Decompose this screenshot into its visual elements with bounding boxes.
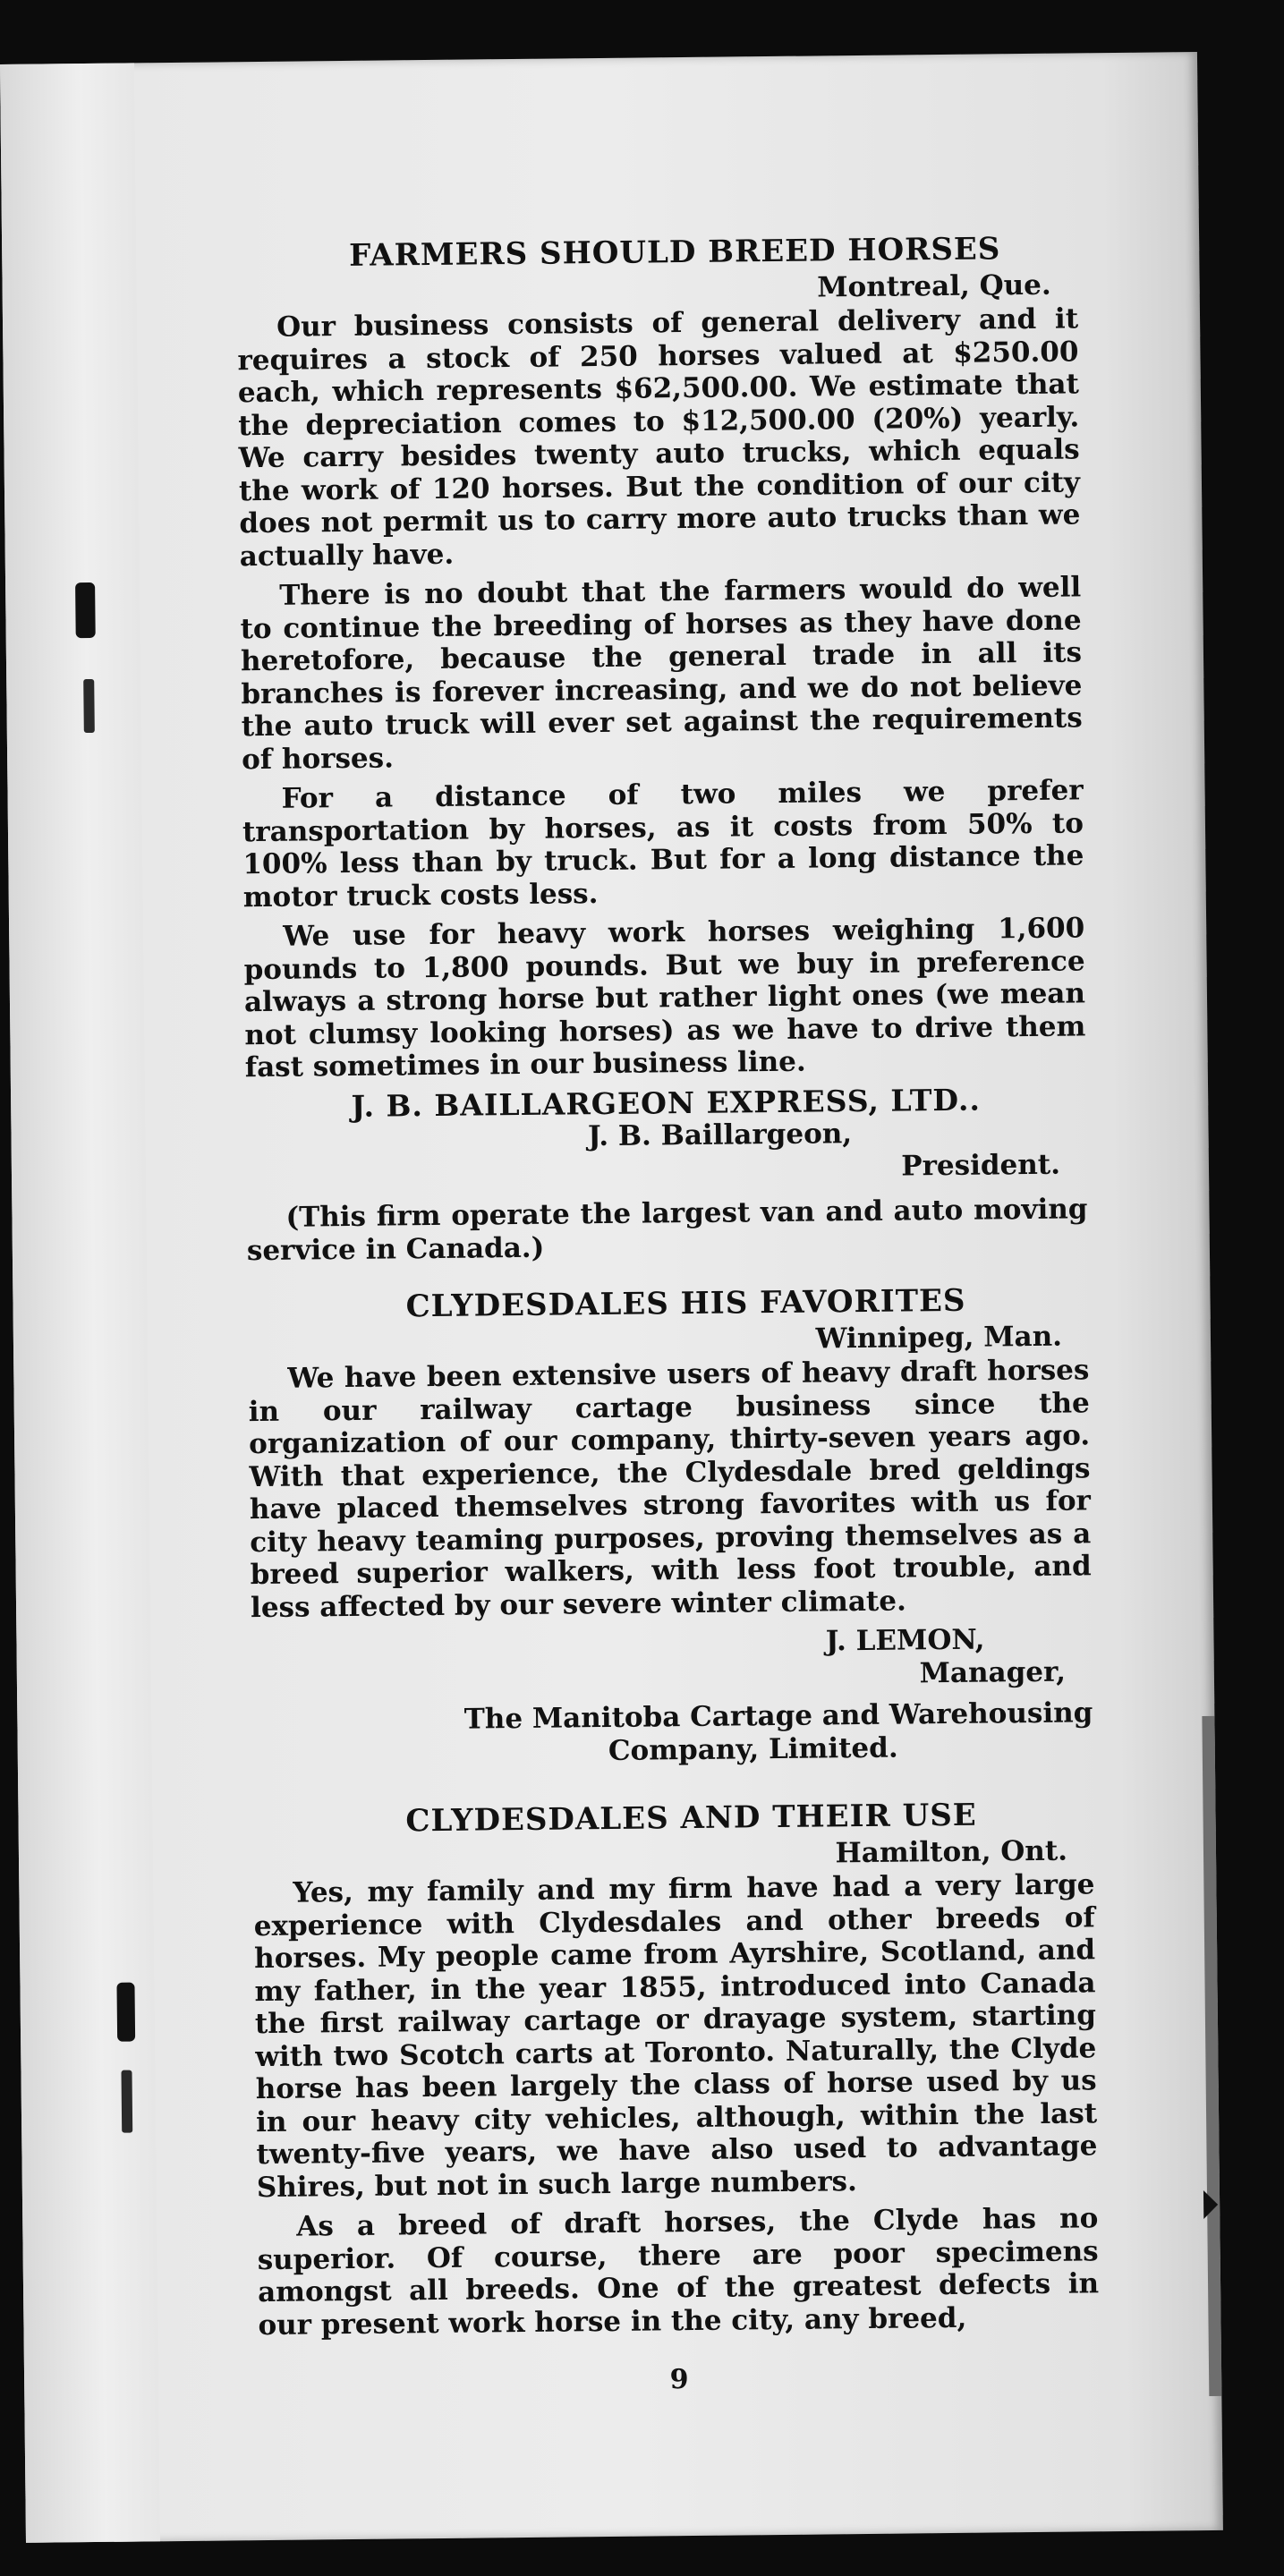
signature-company: J. B. BAILLARGEON EXPRESS, LTD..	[351, 1082, 982, 1124]
section-heading: FARMERS SHOULD BREED HORSES	[348, 231, 1001, 274]
dateline: Hamilton, Ont.	[835, 1834, 1068, 1869]
paragraph: Yes, my family and my firm have had a very large experience with Clydesdales and other breeds of horses. My people came from Ayrshire, Scotland, and my father, in the year 1855, introduced into Canada the first railway cartage or drayage system, starting with two Scotch carts at Toronto. Naturally, the Clyde horse has been largely the class of horse used by us in our heavy city vehicles, although, within the last twenty-five years, we have also used to advantage Shires, but not in such large numbers.	[253, 1868, 1098, 2204]
signature-name: J. B. Baillargeon,	[587, 1118, 853, 1153]
paragraph: We use for heavy work horses weighing 1,600 pounds to 1,800 pounds. But we buy in preference always a strong horse but rather light ones (we mean not clumsy looking horses) as we have to drive them fast sometimes in our business line.	[243, 912, 1086, 1084]
section-heading: CLYDESDALES HIS FAVORITES	[405, 1282, 966, 1325]
binding-clip-mark	[121, 2070, 132, 2133]
signature-name: J. LEMON,	[825, 1623, 985, 1658]
signature-company-line: The Manitoba Cartage and Warehousing	[463, 1696, 1093, 1736]
dateline: Winnipeg, Man.	[815, 1320, 1063, 1356]
dateline: Montreal, Que.	[817, 268, 1051, 303]
paragraph: Our business consists of general delivery and it requires a stock of 250 horses valued at $250.00 each, which represents $62,500.00. We estimate that the depreciation comes to $12,500.00 (20%) yearly. We carry besides twenty auto trucks, which equals the work of 120 horses. But the condition of our city does not permit us to carry more auto trucks than we actually have.	[237, 302, 1081, 573]
page-edge-strip	[1202, 1716, 1221, 2396]
paragraph: As a breed of draft horses, the Clyde has no superior. Of course, there are poor specimens amongst all breeds. One of the greatest defects in our present work horse in the city, any breed,	[257, 2202, 1100, 2342]
signature-title: President.	[901, 1148, 1061, 1183]
article-text	[236, 232, 1100, 2401]
section-heading: CLYDESDALES AND THEIR USE	[405, 1797, 977, 1840]
page-edge-tab	[1203, 2190, 1218, 2219]
page-spine-shadow	[0, 63, 160, 2542]
book-page	[0, 52, 1223, 2543]
binding-hole-mark	[116, 1983, 135, 2042]
binding-clip-mark	[83, 679, 95, 733]
binding-hole-mark	[75, 582, 96, 638]
editor-note: (This firm operate the largest van and auto moving service in Canada.)	[246, 1193, 1088, 1267]
paragraph: We have been extensive users of heavy draft horses in our railway cartage business since the organization of our company, thirty-seven years ago. With that experience, the Clydesdale bred geldings have placed themselves strong favorites with us for city heavy teaming purposes, proving themselves as a breed superior walkers, with less foot trouble, and less affected by our severe winter climate.	[248, 1354, 1092, 1624]
paragraph: For a distance of two miles we prefer transportation by horses, as it costs from 50% to 100% less than by truck. But for a long distance the motor truck costs less.	[242, 774, 1084, 914]
signature-company-line: Company, Limited.	[608, 1731, 898, 1767]
signature-title: Manager,	[919, 1655, 1067, 1689]
paragraph: There is no doubt that the farmers would do well to continue the breeding of horses as they have done heretofore, because the general trade in all its branches is forever increasing, and we do not believe the auto truck will ever set against the requirements of horses.	[240, 571, 1083, 776]
page-number: 9	[669, 2364, 689, 2396]
